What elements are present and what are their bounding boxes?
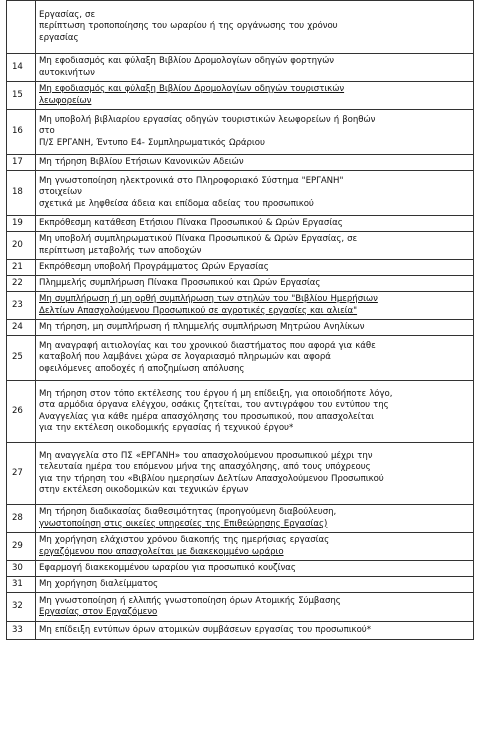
row-number: 27 [7, 443, 36, 505]
description-line: εργαζόμενου που απασχολείται με διακεκομμένο ωράριο [39, 546, 284, 557]
description-line: περίπτωση τροποποίησης του ωραρίου ή της οργάνωσης του χρόνου [39, 21, 338, 32]
row-number: 29 [7, 533, 36, 561]
row-number: 25 [7, 336, 36, 381]
row-description [36, 320, 474, 336]
table-row [7, 505, 474, 533]
row-description [36, 260, 474, 276]
description-line: Μη γνωστοποίηση ηλεκτρονικά στο Πληροφοριακό Σύστημα "ΕΡΓΑΝΗ" [39, 176, 344, 187]
description-line: οφειλόμενες αποδοχές ή αποζημίωση απόλυσης [39, 363, 245, 374]
row-description [36, 155, 474, 171]
row-number: 18 [7, 171, 36, 216]
row-description [36, 443, 474, 505]
row-description [36, 110, 474, 155]
violations-table [6, 0, 474, 640]
description-line: Μη υποβολή βιβλιαρίου εργασίας οδηγών τουριστικών λεωφορείων ή βοηθών [39, 115, 376, 126]
description-line: Μη αναγραφή αιτιολογίας και του χρονικού διαστήματος που αφορά για κάθε [39, 341, 376, 352]
row-number: 31 [7, 577, 36, 593]
description-line: γνωστοποίηση στις οικείες υπηρεσίες της Επιθεώρησης Εργασίας) [39, 518, 328, 529]
description-line: στην εκτέλεση οικοδομικών και τεχνικών έργων [39, 484, 249, 495]
description-line: τελευταία ημέρα του επόμενου μήνα της απασχόλησης, από τους υπόχρεους [39, 462, 371, 473]
description-line: Εργασίας, σε [39, 10, 96, 21]
table-row [7, 336, 474, 381]
table-row [7, 276, 474, 292]
row-number [7, 1, 36, 54]
row-number: 17 [7, 155, 36, 171]
row-description [36, 622, 474, 640]
row-description [36, 292, 474, 320]
description-line: Πλημμελής συμπλήρωση Πίνακα Προσωπικού και Ωρών Εργασίας [39, 277, 321, 288]
description-line: Μη τήρηση Βιβλίου Ετήσιων Κανονικών Αδειών [39, 156, 244, 167]
description-line: λεωφορείων [39, 95, 92, 106]
table-row [7, 561, 474, 577]
table-row [7, 260, 474, 276]
description-line: Εκπρόθεσμη κατάθεση Ετήσιου Πίνακα Προσωπικού & Ωρών Εργασίας [39, 217, 343, 228]
row-number: 30 [7, 561, 36, 577]
description-line: Μη εφοδιασμός και φύλαξη Βιβλίου Δρομολογίων οδηγών τουριστικών [39, 84, 345, 95]
table-row [7, 216, 474, 232]
description-line: Εφαρμογή διακεκομμένου ωραρίου για προσωπικό κουζίνας [39, 562, 296, 573]
description-line: Μη γνωστοποίηση ή ελλιπής γνωστοποίηση όρων Ατομικής Σύμβασης [39, 595, 341, 606]
row-number: 16 [7, 110, 36, 155]
table-row [7, 593, 474, 622]
table-row [7, 443, 474, 505]
description-line: στοιχείων [39, 187, 82, 198]
description-line: Μη επίδειξη εντύπων όρων ατομικών συμβάσεων εργασίας του προσωπικού* [39, 624, 371, 635]
table-row [7, 171, 474, 216]
table-row [7, 577, 474, 593]
description-line: αυτοκινήτων [39, 67, 95, 78]
description-line: για την εκτέλεση οικοδομικής εργασίας ή τεχνικού έργου* [39, 422, 294, 433]
table-row [7, 82, 474, 110]
row-description [36, 505, 474, 533]
row-description [36, 593, 474, 622]
table-row [7, 292, 474, 320]
description-line: Μη συμπλήρωση ή μη ορθή συμπλήρωση των στηλών του "Βιβλίου Ημερήσιων [39, 294, 378, 305]
description-line: Εργασίας στον Εργαζόμενο [39, 607, 158, 617]
row-description [36, 533, 474, 561]
description-line: για την τήρηση του «Βιβλίου ημερησίων Δελτίων Απασχολούμενου Προσωπικού [39, 473, 384, 484]
row-number: 19 [7, 216, 36, 232]
description-line: εργασίας [39, 32, 79, 43]
description-line: σχετικά με ληφθείσα άδεια και επίδομα αδείας του προσωπικού [39, 198, 314, 209]
row-description [36, 171, 474, 216]
table-row [7, 110, 474, 155]
row-number: 33 [7, 622, 36, 640]
row-description [36, 82, 474, 110]
row-description [36, 1, 474, 54]
row-number: 14 [7, 54, 36, 82]
description-line: καταβολή που λαμβάνει χώρα σε λογαριασμό πληρωμών και αφορά [39, 352, 331, 363]
table-row [7, 622, 474, 640]
row-description [36, 232, 474, 260]
row-number: 26 [7, 381, 36, 443]
table-row [7, 155, 474, 171]
description-line: Μη εφοδιασμός και φύλαξη Βιβλίου Δρομολογίων οδηγών φορτηγών [39, 56, 334, 67]
description-line: στα αρμόδια όργανα ελέγχου, οσάκις ζητείται, του αντιγράφου του εντύπου της [39, 400, 389, 411]
description-line: στο [39, 126, 55, 137]
row-number: 28 [7, 505, 36, 533]
description-line: Μη υποβολή συμπληρωματικού Πίνακα Προσωπικού & Ωρών Εργασίας, σε [39, 234, 358, 245]
row-number: 20 [7, 232, 36, 260]
row-description [36, 276, 474, 292]
row-description [36, 216, 474, 232]
description-line: Εκπρόθεσμη υποβολή Προγράμματος Ωρών Εργασίας [39, 261, 269, 272]
row-number: 15 [7, 82, 36, 110]
row-number: 21 [7, 260, 36, 276]
description-line: Δελτίων Απασχολούμενου Προσωπικού σε αγροτικές εργασίες και αλιεία" [39, 305, 358, 316]
table-row [7, 381, 474, 443]
table-row [7, 320, 474, 336]
row-description [36, 561, 474, 577]
row-number: 22 [7, 276, 36, 292]
description-line: Μη τήρηση διαδικασίας διαθεσιμότητας (προηγούμενη διαβούλευση, [39, 507, 337, 518]
row-number: 32 [7, 593, 36, 622]
row-number: 24 [7, 320, 36, 336]
description-line: Μη τήρηση, μη συμπλήρωση ή πλημμελής συμπλήρωση Μητρώου Ανηλίκων [39, 321, 365, 332]
description-line: Αναγγελίας για κάθε ημέρα απασχόλησης του προσωπικού, που απασχολείται [39, 411, 375, 422]
row-number: 23 [7, 292, 36, 320]
table-row [7, 54, 474, 82]
description-line: Μη τήρηση στον τόπο εκτέλεσης του έργου ή μη επίδειξη, για οποιοδήποτε λόγο, [39, 388, 393, 399]
row-description [36, 381, 474, 443]
description-line: περίπτωση μεταβολής των αποδοχών [39, 245, 202, 256]
table-row [7, 1, 474, 54]
description-line: Μη χορήγηση διαλείμματος [39, 578, 159, 589]
row-description [36, 336, 474, 381]
row-description [36, 577, 474, 593]
description-line: Π/Σ ΕΡΓΑΝΗ, Έντυπο Ε4- Συμπληρωματικός Ωράριου [39, 137, 265, 148]
description-line: Μη χορήγηση ελάχιστου χρόνου διακοπής της ημερήσιας εργασίας [39, 535, 330, 546]
description-line: Μη αναγγελία στο ΠΣ «ΕΡΓΑΝΗ» του απασχολούμενου προσωπικού μέχρι την [39, 450, 373, 461]
table-row [7, 232, 474, 260]
row-description [36, 54, 474, 82]
table-row [7, 533, 474, 561]
